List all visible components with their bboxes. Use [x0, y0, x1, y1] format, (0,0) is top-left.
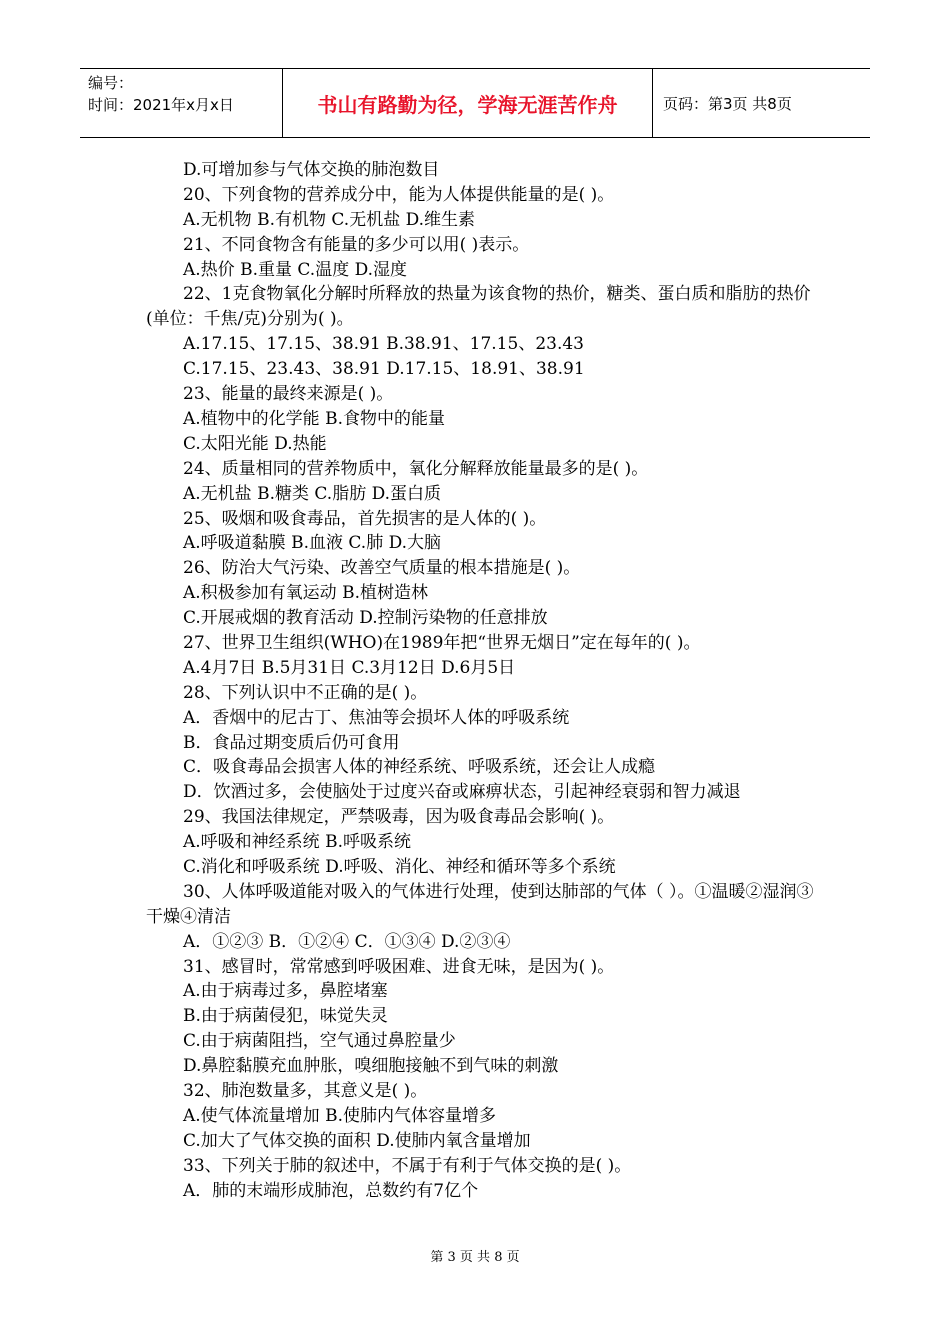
options-line: D.鼻腔黏膜充血肿胀，嗅细胞接触不到气味的刺激: [183, 1056, 559, 1077]
options-line: A．香烟中的尼古丁、焦油等会损坏人体的呼吸系统: [183, 707, 570, 728]
text-line: D.可增加参与气体交换的肺泡数目: [183, 160, 440, 180]
page-footer: 第 3 页 共 8 页: [430, 1250, 520, 1265]
options-line: C．吸食毒品会损害人体的神经系统、呼吸系统，还会让人成瘾: [183, 757, 656, 778]
options-line: A.17.15、17.15、38.91 B.38.91、17.15、23.43: [183, 334, 584, 355]
options-line: C.加大了气体交换的面积 D.使肺内氧含量增加: [183, 1130, 531, 1151]
question-line: 29、我国法律规定，严禁吸毒，因为吸食毒品会影响( )。: [183, 807, 615, 828]
options-line: A.4月7日 B.5月31日 C.3月12日 D.6月5日: [183, 657, 516, 678]
question-line: 23、能量的最终来源是( )。: [183, 384, 394, 405]
question-line: 27、世界卫生组织(WHO)在1989年把“世界无烟日”定在每年的( )。: [183, 632, 701, 653]
question-line: 32、肺泡数量多，其意义是( )。: [183, 1081, 428, 1102]
header-meta: [80, 69, 283, 137]
question-line: 24、质量相同的营养物质中，氧化分解释放能量最多的是( )。: [183, 458, 649, 479]
question-line: 30、人体呼吸道能对吸入的气体进行处理，使到达肺部的气体（ ）。①温暖②湿润③干燥④清洁: [146, 881, 814, 927]
options-line: C.开展戒烟的教育活动 D.控制污染物的任意排放: [183, 608, 548, 629]
question-line: 28、下列认识中不正确的是( )。: [183, 682, 428, 703]
page-header: [80, 68, 870, 138]
options-line: C.太阳光能 D.热能: [183, 433, 327, 454]
question-line: 33、下列关于肺的叙述中，不属于有利于气体交换的是( )。: [183, 1155, 632, 1176]
options-line: C.17.15、23.43、38.91 D.17.15、18.91、38.91: [183, 359, 585, 380]
question-line: 31、感冒时，常常感到呼吸困难、进食无味，是因为( )。: [183, 956, 615, 977]
options-line: C.由于病菌阻挡，空气通过鼻腔量少: [183, 1031, 456, 1052]
document-body: [146, 158, 814, 1203]
document-number-label: 编号：: [88, 74, 134, 92]
document-time: 时间：2021年x月x日: [88, 96, 234, 114]
options-line: B.由于病菌侵犯，味觉失灵: [183, 1006, 388, 1027]
options-line: A.由于病毒过多，鼻腔堵塞: [183, 981, 388, 1002]
options-line: A.积极参加有氧运动 B.植树造林: [183, 583, 428, 604]
options-line: A.热价 B.重量 C.温度 D.湿度: [183, 259, 408, 280]
question-line: 22、1克食物氧化分解时所释放的热量为该食物的热价，糖类、蛋白质和脂肪的热价(单位：千焦/克)分别为( )。: [146, 284, 811, 330]
options-line: A.呼吸道黏膜 B.血液 C.肺 D.大脑: [183, 533, 442, 554]
question-line: 20、下列食物的营养成分中，能为人体提供能量的是( )。: [183, 184, 615, 205]
options-line: A．①②③ B．①②④ C．①③④ D.②③④: [183, 931, 511, 952]
options-line: A.呼吸和神经系统 B.呼吸系统: [183, 832, 411, 853]
question-line: 21、不同食物含有能量的多少可以用( )表示。: [183, 234, 530, 255]
options-line: A.使气体流量增加 B.使肺内气体容量增多: [183, 1105, 496, 1126]
options-line: A.无机盐 B.糖类 C.脂肪 D.蛋白质: [183, 483, 442, 504]
header-page-info: 页码：第3页 共8页: [663, 94, 792, 113]
options-line: D．饮酒过多，会使脑处于过度兴奋或麻痹状态，引起神经衰弱和智力减退: [183, 782, 741, 803]
options-line: C.消化和呼吸系统 D.呼吸、消化、神经和循环等多个系统: [183, 856, 616, 877]
question-line: 25、吸烟和吸食毒品，首先损害的是人体的( )。: [183, 508, 547, 529]
options-line: A.无机物 B.有机物 C.无机盐 D.维生素: [183, 209, 476, 230]
options-line: A.植物中的化学能 B.食物中的能量: [183, 408, 445, 429]
header-motto: 书山有路勤为径，学海无涯苦作舟: [283, 69, 653, 137]
question-line: 26、防治大气污染、改善空气质量的根本措施是( )。: [183, 558, 581, 579]
options-line: B．食品过期变质后仍可食用: [183, 732, 400, 753]
options-line: A．肺的末端形成肺泡，总数约有7亿个: [183, 1180, 479, 1201]
